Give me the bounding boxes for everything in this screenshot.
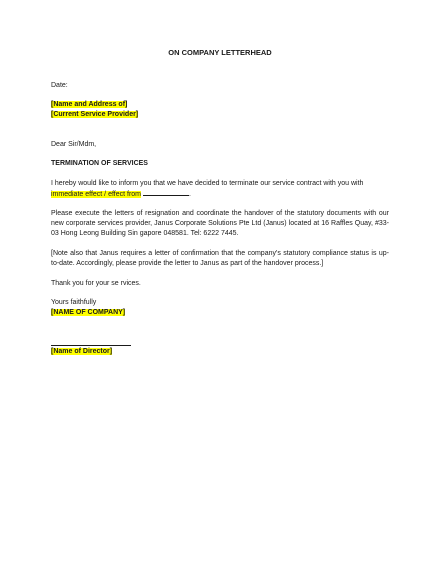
letterhead-heading: ON COMPANY LETTERHEAD <box>168 48 272 57</box>
paragraph-termination <box>51 179 389 200</box>
paragraph-termination-end: . <box>188 191 191 198</box>
recipient-provider-placeholder: [Current Service Provider] <box>51 111 139 118</box>
recipient-block <box>51 100 389 120</box>
effect-date-placeholder: immediate effect / effect from <box>51 191 142 198</box>
company-name-placeholder: [NAME OF COMPANY] <box>51 309 126 316</box>
thanks-line: Thank you for your se rvices. <box>51 280 141 287</box>
paragraph-termination-text: I hereby would like to inform you that we have decided to terminate our service contract with you with <box>51 180 364 187</box>
recipient-name-placeholder: [Name and Address of] <box>51 101 128 108</box>
company-block <box>51 308 389 318</box>
salutation: Dear Sir/Mdm, <box>51 141 97 148</box>
director-name-placeholder: [Name of Director] <box>51 348 113 355</box>
signature-line <box>51 345 131 346</box>
paragraph-note: [Note also that Janus requires a letter of confirmation that the company's statutory compliance status is up-to-date. Accordingly, please provide the letter to Janus as part of the handover process.] <box>51 250 389 267</box>
date-label: Date: <box>51 82 68 89</box>
subject-line: TERMINATION OF SERVICES <box>51 160 148 167</box>
director-block <box>51 347 389 357</box>
effect-date-blank <box>143 189 189 196</box>
paragraph-handover: Please execute the letters of resignation and coordinate the handover of the statutory documents with our new corporate services provider, Janus Corporate Solutions Pte Ltd (Janus) located at 16 Raffles Quay, #33-03 Hong Leong Building Sin gapore 048581. Tel: 6222 7445. <box>51 210 389 237</box>
closing-line: Yours faithfully <box>51 299 97 306</box>
